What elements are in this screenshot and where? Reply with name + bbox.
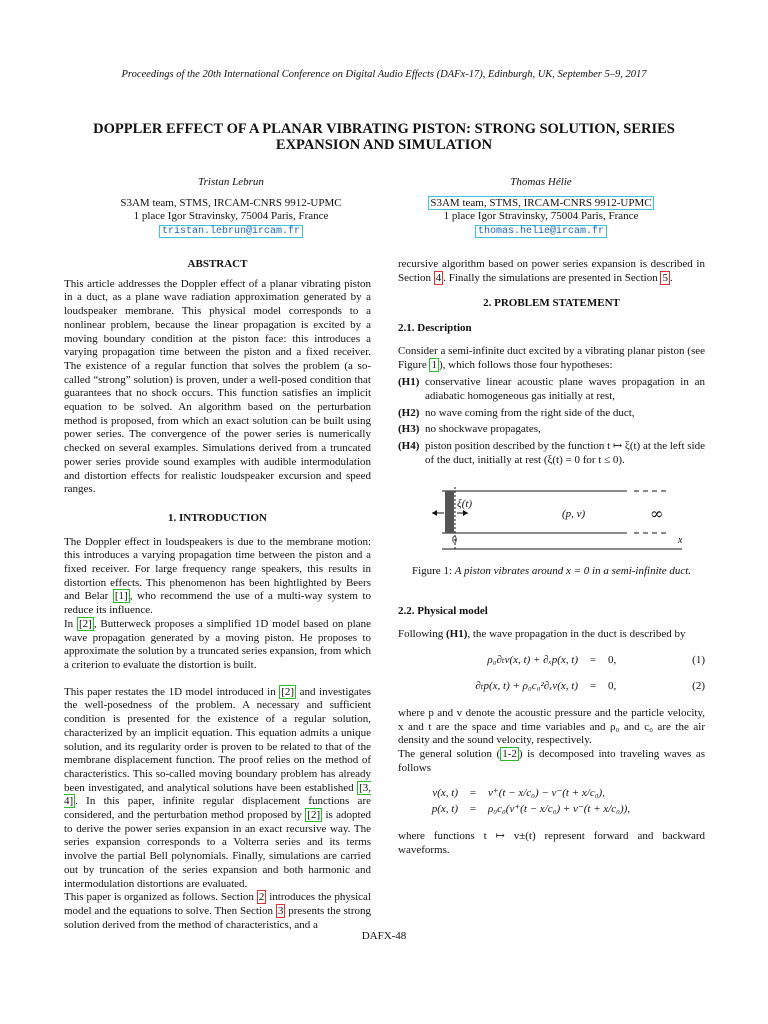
figure-caption xyxy=(398,565,705,579)
hypothesis-tag: (H1) xyxy=(398,376,420,389)
eq2-lhs: ∂ₜp(x, t) + ρ₀c₀²∂ₓv(x, t) xyxy=(475,680,578,693)
hypothesis-text: no wave coming from the right side of the duct, xyxy=(425,406,635,419)
right-paragraph-0 xyxy=(398,258,705,285)
author-address: 1 place Igor Stravinsky, 75004 Paris, France xyxy=(133,210,329,222)
citation-link[interactable]: [1] xyxy=(114,590,128,603)
text-span: ), which follows those four hypotheses: xyxy=(438,358,613,371)
caption-prefix: Figure 1: xyxy=(411,565,455,578)
hypothesis-text: no shockwave propagates, xyxy=(425,423,541,436)
author-email-link[interactable]: thomas.helie@ircam.fr xyxy=(475,225,607,238)
x-axis-label: x xyxy=(677,535,682,547)
text-span: The Doppler effect in loudspeakers is due to the membrane motion: this introduces a varying propagation time between the piston and a fixed receiver. For large frequency range speakers, this results in distortion effects. This phenomenon has been hightlighted by Beers and Belar xyxy=(64,535,371,603)
piston-duct-figure xyxy=(412,481,692,559)
text-span: and investigates the well-posedness of the problem. A necessary and sufficient condition is presented for the existence of a regular solution, characterized by an implicit equation. This equation admits a unique solution, and its regularity order is proven to be related to that of the membrane displacement function. The proof relies on the method of characteristics. This so-called moving boundary problem has already been investigated, and analytical solutions have been established xyxy=(64,685,371,794)
text-span: Following xyxy=(398,627,446,640)
section-link[interactable]: 5 xyxy=(662,271,668,284)
equation-link[interactable]: 1-2 xyxy=(502,748,517,761)
equation-block-1 xyxy=(398,654,705,694)
section-link[interactable]: 4 xyxy=(435,271,442,284)
text-span: recursive algorithm based on power series expansion is described in Section xyxy=(398,258,705,284)
title-line-2: EXPANSION AND SIMULATION xyxy=(275,137,493,153)
section-2-heading: 2. PROBLEM STATEMENT xyxy=(483,297,620,310)
hypothesis-text: piston position described by the function t ↦ ξ(t) at the left side of the duct, initially at rest (ξ(t) = 0 for t ≤ 0). xyxy=(425,440,705,466)
equation-3 xyxy=(398,787,705,801)
section-2-2-paragraph-1 xyxy=(398,628,705,642)
hypothesis-item xyxy=(398,423,705,437)
author-block-2 xyxy=(400,176,682,238)
hypothesis-tag: (H4) xyxy=(398,440,420,453)
citation-link[interactable]: [2] xyxy=(78,617,92,630)
eq1-number: (1) xyxy=(692,653,705,666)
section-2-2-heading: 2.2. Physical model xyxy=(398,605,488,618)
eq4-rhs: ρ₀c₀(v⁺(t − x/c₀) + v⁻(t + x/c₀)), xyxy=(488,803,631,816)
eq4-sign: = xyxy=(469,803,477,816)
text-span: ) is decomposed into traveling waves as follows xyxy=(398,748,705,774)
text-span: presents the strong solution derived from the method of characteristics, and a xyxy=(64,904,371,931)
intro-paragraph-1 xyxy=(64,536,371,618)
hypothesis-tag: (H2) xyxy=(398,406,420,419)
intro-paragraph-4 xyxy=(64,891,371,932)
hypothesis-ref: (H1) xyxy=(445,627,468,640)
text-span: , who recommend the use of a multi-way system to reduce its influence. xyxy=(64,590,372,617)
arrow-left-icon xyxy=(432,510,437,516)
pv-label: (p, v) xyxy=(561,508,585,521)
text-span: This paper is organized as follows. Section xyxy=(64,891,257,904)
text-span: introduces the physical model and the equations to solve. Then Section xyxy=(64,891,371,917)
caption-text: A piston vibrates around x = 0 in a semi-infinite duct. xyxy=(454,565,692,578)
hypothesis-item xyxy=(398,440,705,467)
text-span: . Finally the simulations are presented in Section xyxy=(443,271,661,284)
citation-link[interactable]: [2] xyxy=(307,809,321,822)
eq4-lhs: p(x, t) xyxy=(431,803,458,816)
author-name: Tristan Lebrun xyxy=(198,176,264,188)
text-span: . In this paper, infinite regular displacement functions are considered, and the perturbation method proposed by xyxy=(64,795,371,822)
left-column xyxy=(64,258,371,932)
citation-link[interactable]: [2] xyxy=(281,685,295,698)
section-link[interactable]: 3 xyxy=(277,904,284,917)
infinity-label: ∞ xyxy=(649,504,663,524)
section-link[interactable]: 2 xyxy=(258,891,265,904)
eq3-sign: = xyxy=(469,787,477,800)
author-email-link[interactable]: tristan.lebrun@ircam.fr xyxy=(159,225,303,238)
section-2-2-paragraph-2: where p and v denote the acoustic pressure and the particle velocity, x and t are the space and time variables and ρ₀ and c₀ are the air density and the sound velocity, respectively. xyxy=(398,706,705,747)
text-span: . xyxy=(669,271,673,284)
hypothesis-tag: (H3) xyxy=(398,423,420,436)
equation-1 xyxy=(398,654,705,668)
section-2-1-paragraph xyxy=(398,345,705,372)
hypotheses-list xyxy=(398,376,705,467)
proceedings-header: Proceedings of the 20th International Conference on Digital Audio Effects (DAFx-17), Edinburgh, UK, September 5–9, 2017 xyxy=(121,69,647,80)
hypothesis-item xyxy=(398,376,705,403)
right-column xyxy=(398,258,705,857)
hypothesis-item xyxy=(398,407,705,421)
section-2-1-heading: 2.1. Description xyxy=(398,322,472,335)
figure-link[interactable]: 1 xyxy=(431,358,437,371)
text-span: The general solution ( xyxy=(398,748,501,761)
eq3-lhs: v(x, t) xyxy=(432,787,458,800)
citation-link[interactable]: [3, 4] xyxy=(64,781,371,808)
author-address: 1 place Igor Stravinsky, 75004 Paris, France xyxy=(443,210,639,222)
eq2-sign: = xyxy=(589,680,597,693)
eq1-sign: = xyxy=(589,653,597,666)
text-span: In xyxy=(64,617,77,630)
intro-heading: 1. INTRODUCTION xyxy=(167,511,267,524)
equation-4 xyxy=(398,803,705,817)
text-span: , Butterweck proposes a simplified 1D model based on plane wave propagation generated by a moving piston. He proposes to approximate the solution by a truncated series expansion, from which a criterion to evaluate the distortion is built. xyxy=(64,617,371,671)
title-line-1: DOPPLER EFFECT OF A PLANAR VIBRATING PISTON: STRONG SOLUTION, SERIES xyxy=(93,121,675,137)
equation-2 xyxy=(398,680,705,694)
hypothesis-text: conservative linear acoustic plane waves propagation in an adiabatic homogeneous gas initially at rest, xyxy=(425,376,705,402)
text-span: Consider a semi-infinite duct excited by a vibrating planar piston (see Figure xyxy=(398,344,705,371)
section-2-2-paragraph-3 xyxy=(398,748,705,775)
eq2-number: (2) xyxy=(692,680,705,693)
eq1-rhs: 0, xyxy=(608,653,617,666)
abstract-heading: ABSTRACT xyxy=(187,258,248,270)
zero-label: 0 xyxy=(451,535,457,547)
eq3-rhs: v⁺(t − x/c₀) − v⁻(t + x/c₀), xyxy=(488,787,605,800)
text-span: , the wave propagation in the duct is described by xyxy=(467,627,686,640)
arrow-right-icon xyxy=(463,510,468,516)
eq2-rhs: 0, xyxy=(608,680,617,693)
text-span: is adopted to derive the power series expansion in an exact recursive way. The series expansion corresponds to a Volterra series and its terms involve the partial Bell polynomials. Finally, simulations are carried out by truncation of the series expansion and both harmonic and intermodulation distortions are evaluated. xyxy=(64,809,371,890)
equation-block-2 xyxy=(398,787,705,816)
author-affiliation-link[interactable]: S3AM team, STMS, IRCAM-CNRS 9912-UPMC xyxy=(430,196,652,209)
intro-paragraph-3 xyxy=(64,686,371,892)
author-block-1 xyxy=(90,176,372,238)
xi-label: ξ(t) xyxy=(456,498,472,511)
paper-title xyxy=(60,121,708,153)
section-2-2-paragraph-4: where functions t ↦ v±(t) represent forward and backward waveforms. xyxy=(398,829,705,856)
page-footer: DAFX-48 xyxy=(361,930,407,942)
abstract-text: This article addresses the Doppler effect of a planar vibrating piston in a duct, as a plane wave radiation approximation generated by a loudspeaker membrane. This physical model corresponds to a nonlinear problem, because the linear propagation is excited by a moving boundary condition at the piston face: this introduces a varying propagation time between the piston and a fixed receiver. The existence of a regular function that solves the problem (a so-called “strong” solution) is proven, under a well-posed condition that guarantees that no shock occurs. This function satisfies an implicit equation to be solved. An algorithm based on the perturbation method is proposed, from which an exact solution can be built using power series. The convergence of the power series is numerically checked on several examples. Simulations derived from a truncated power series provide sound examples with audible intermodulation and distortion effects for realistic loudspeaker excursion and speed ranges. xyxy=(64,277,371,496)
author-name: Thomas Hélie xyxy=(510,176,572,188)
eq1-lhs: ρ₀∂ₜv(x, t) + ∂ₓp(x, t) xyxy=(487,653,578,666)
author-affiliation: S3AM team, STMS, IRCAM-CNRS 9912-UPMC xyxy=(120,196,342,209)
piston-body xyxy=(445,491,454,533)
intro-paragraph-2 xyxy=(64,618,371,673)
text-span: This paper restates the 1D model introduced in xyxy=(64,685,280,698)
